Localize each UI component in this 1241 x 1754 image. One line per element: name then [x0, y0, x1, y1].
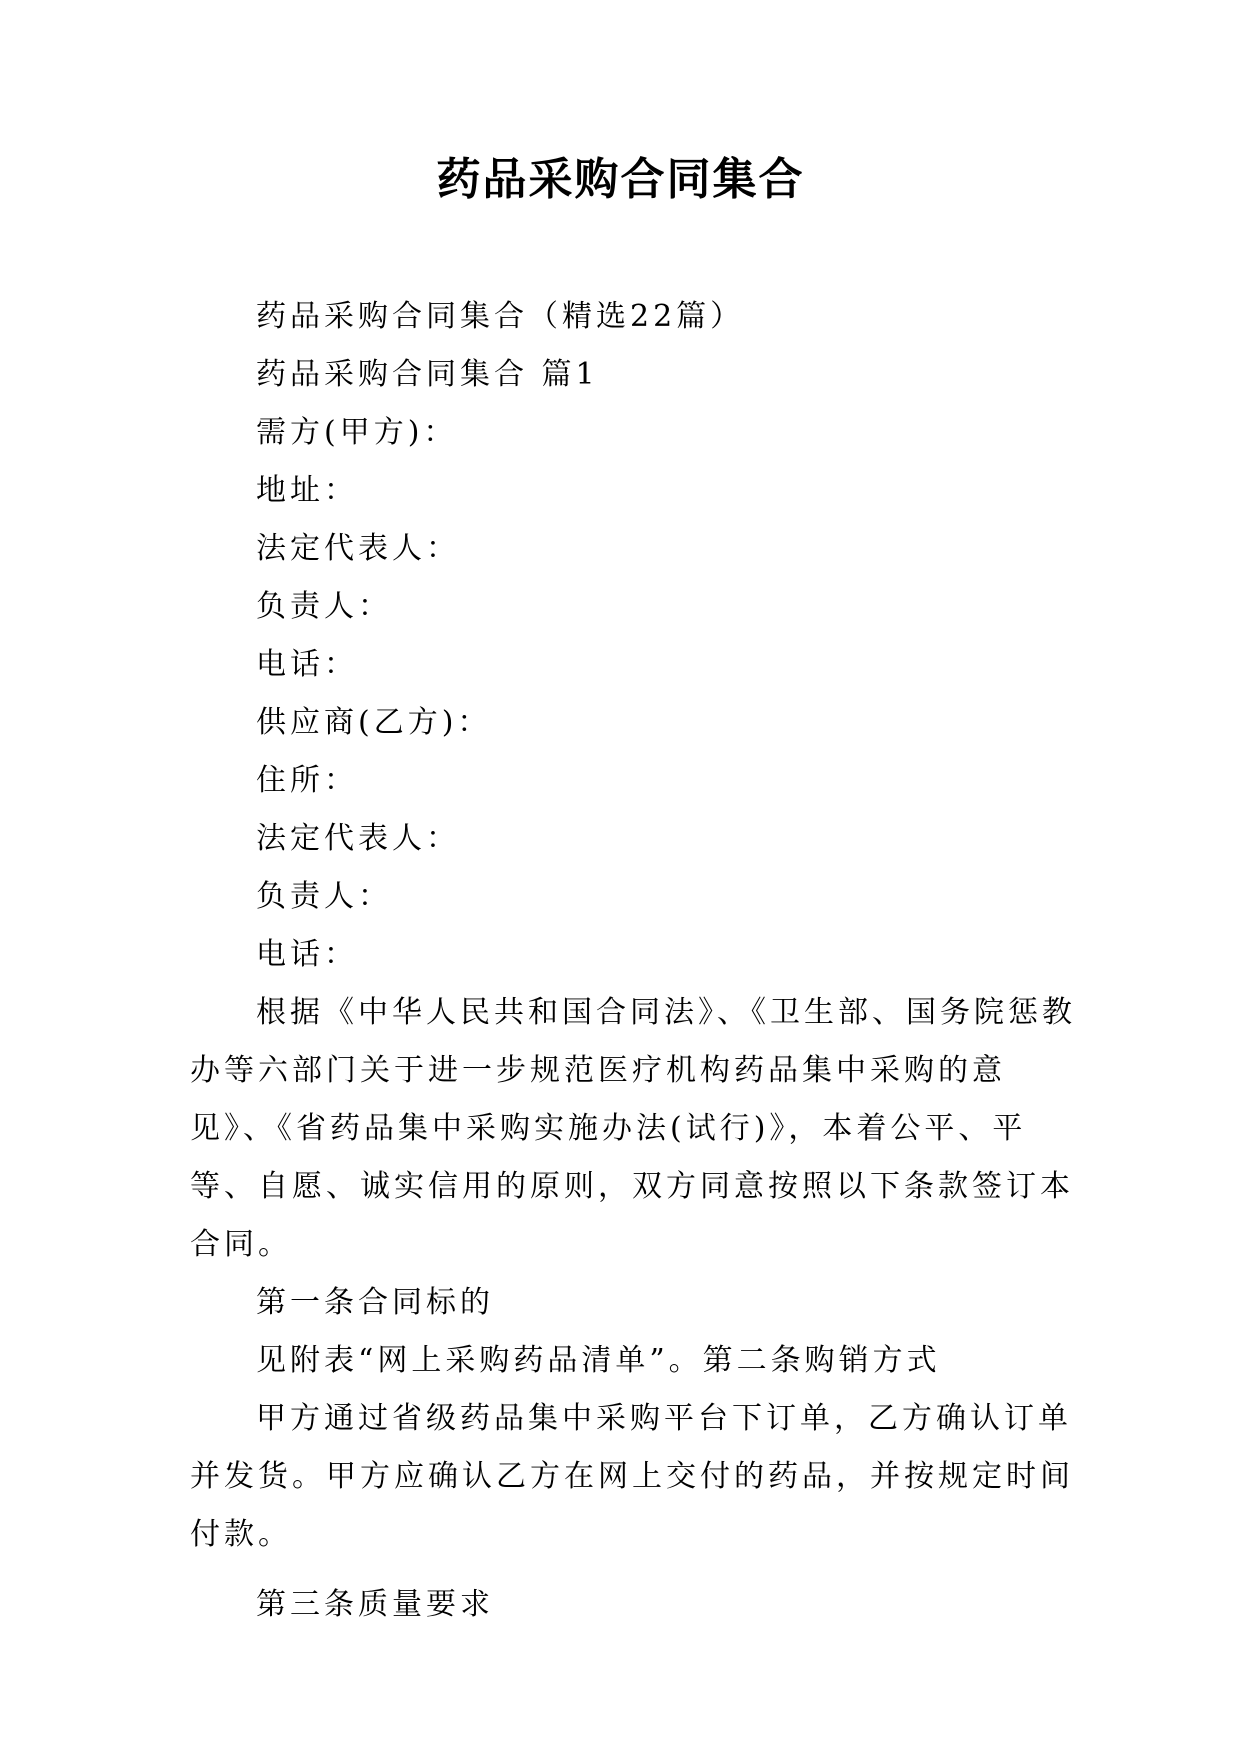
- buyer-phone-label: 电话：: [256, 647, 358, 682]
- supplier-label: 供应商(乙方)：: [256, 705, 492, 740]
- supplier-legal-rep-label: 法定代表人：: [256, 821, 460, 856]
- article-three-heading: 第三条质量要求: [256, 1587, 494, 1622]
- article-heading: 药品采购合同集合 篇1: [256, 357, 599, 392]
- supplier-phone-label: 电话：: [256, 937, 358, 972]
- document-body: [190, 288, 1090, 1634]
- buyer-legal-rep-label: 法定代表人：: [256, 531, 460, 566]
- buyer-contact-label: 负责人：: [256, 589, 392, 624]
- supplier-contact-label: 负责人：: [256, 879, 392, 914]
- legal-basis-paragraph: 根据《中华人民共和国合同法》、《卫生部、国务院惩教办等六部门关于进一步规范医疗机构药品集中采购的意见》、《省药品集中采购实施办法(试行)》，本着公平、平等、自愿、诚实信用的原则，双方同意按照以下条款签订本合同。: [190, 995, 1076, 1262]
- document-title: 药品采购合同集合: [436, 154, 805, 205]
- article-one-heading: 第一条合同标的: [256, 1285, 494, 1320]
- supplier-address-label: 住所：: [256, 763, 358, 798]
- buyer-address-label: 地址：: [256, 473, 358, 508]
- article-two-heading: 见附表“网上采购药品清单”。第二条购销方式: [256, 1343, 941, 1378]
- buyer-label: 需方(甲方)：: [256, 415, 458, 450]
- purchase-method-paragraph: 甲方通过省级药品集中采购平台下订单，乙方确认订单并发货。甲方应确认乙方在网上交付的药品，并按规定时间付款。: [190, 1401, 1074, 1552]
- collection-subtitle: 药品采购合同集合（精选22篇）: [256, 299, 745, 334]
